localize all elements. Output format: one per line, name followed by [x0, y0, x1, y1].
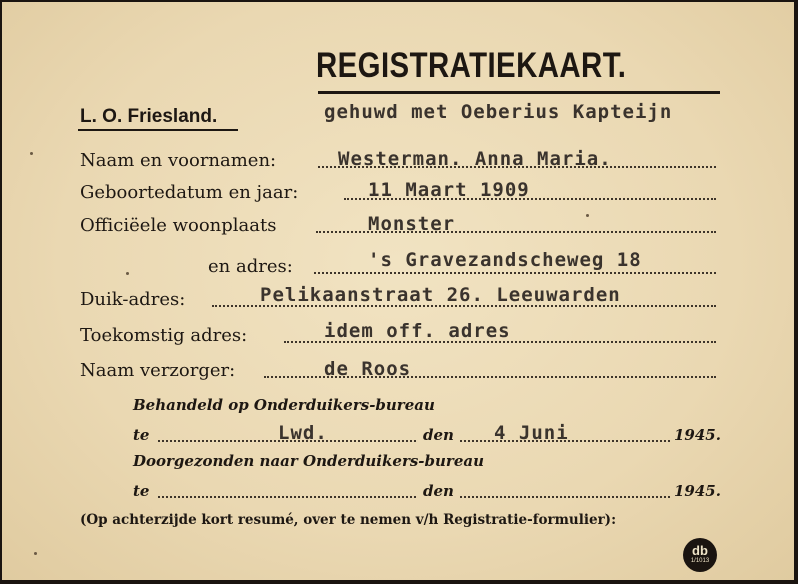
field-value-birthdate: 11 Maart 1909 — [368, 179, 530, 201]
paper-speck — [586, 214, 589, 217]
paper-speck — [30, 152, 33, 155]
field-value-name: Westerman. Anna Maria. — [338, 148, 612, 170]
typed-annotation: gehuwd met Oeberius Kapteijn — [324, 101, 673, 123]
seal-text-number: 1/1013 — [690, 558, 710, 564]
field-label-future-address: Toekomstig adres: — [80, 325, 248, 346]
field-label-name: Naam en voornamen: — [80, 150, 277, 171]
registration-card — [2, 2, 794, 580]
card-title: REGISTRATIEKAART. — [316, 46, 627, 85]
treated-place-label: te — [133, 426, 150, 444]
forwarded-year: 1945. — [674, 482, 721, 500]
field-value-future-address: idem off. adres — [324, 320, 511, 342]
field-value-residence: Monster — [368, 213, 456, 235]
treated-heading: Behandeld op Onderduikers-bureau — [133, 396, 435, 414]
organization-underline — [78, 129, 238, 131]
field-value-address: 's Gravezandscheweg 18 — [368, 249, 642, 271]
forwarded-place-label: te — [133, 482, 150, 500]
field-label-hiding-address: Duik-adres: — [80, 289, 186, 310]
field-value-caretaker: de Roos — [324, 358, 412, 380]
footnote: (Op achterzijde kort resumé, over te nemen v/h Registratie-formulier): — [80, 512, 617, 528]
field-value-hiding-address: Pelikaanstraat 26. Leeuwarden — [260, 284, 621, 306]
treated-place-value: Lwd. — [278, 422, 328, 444]
forwarded-date-line — [460, 496, 670, 498]
treated-year: 1945. — [674, 426, 721, 444]
forwarded-date-label: den — [423, 482, 454, 500]
forwarded-place-line — [158, 496, 416, 498]
paper-speck — [34, 552, 37, 555]
archive-seal-icon — [683, 538, 717, 572]
field-line-address — [314, 272, 716, 274]
treated-date-label: den — [423, 426, 454, 444]
treated-date-value: 4 Juni — [494, 422, 569, 444]
field-label-caretaker: Naam verzorger: — [80, 360, 236, 381]
field-label-birthdate: Geboortedatum en jaar: — [80, 182, 299, 203]
field-label-residence: Officiëele woonplaats — [80, 215, 277, 236]
forwarded-heading: Doorgezonden naar Onderduikers-bureau — [133, 452, 484, 470]
paper-speck — [126, 272, 129, 275]
seal-text-main: db — [692, 543, 708, 558]
organization-label: L. O. Friesland. — [80, 106, 218, 127]
field-label-address: en adres: — [208, 256, 293, 277]
title-underline — [318, 91, 720, 94]
